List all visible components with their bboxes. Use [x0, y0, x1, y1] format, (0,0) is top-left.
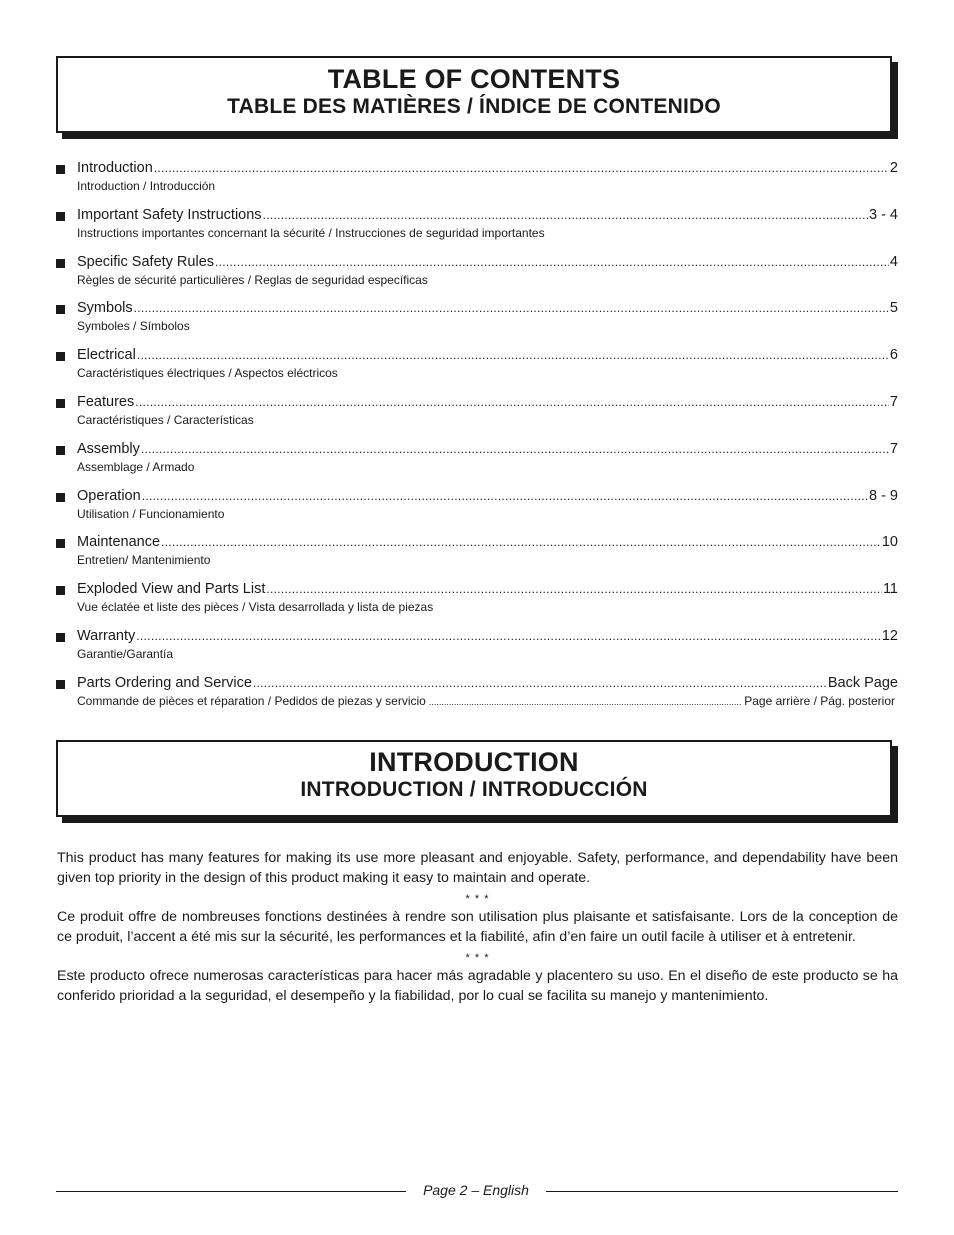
dot-leader: [215, 252, 889, 272]
toc-entry-translation: Vue éclatée et liste des pièces / Vista desarrollada y lista de piezas: [77, 600, 434, 615]
toc-entry[interactable]: [56, 298, 898, 345]
toc-entry-page: 4: [889, 253, 898, 270]
toc-entry[interactable]: [56, 486, 898, 533]
toc-entry-label: Exploded View and Parts List: [77, 581, 266, 598]
toc-entry-page: 12: [881, 627, 898, 644]
toc-entry-translation: Caractéristiques / Características: [77, 412, 254, 427]
toc-entry-page: 7: [889, 440, 898, 457]
dot-leader: [134, 298, 889, 318]
toc-entry-translation: Introduction / Introducción: [77, 179, 216, 193]
intro-header-box: [56, 740, 892, 817]
toc-entry-translation: Utilisation / Funcionamiento: [77, 506, 225, 521]
intro-paragraph-french: Ce produit offre de nombreuses fonctions destinées à rendre son utilisation plus plaisante et satisfaisante. Lors de la conception de ce produit, l’accent a été mis sur la sécurité, les performances et la fiabilité, afin d’en faire un outil facile à utiliser et à entretenir.: [57, 909, 898, 945]
separator-asterisks: * * *: [465, 952, 490, 964]
bullet-square-icon: [56, 305, 65, 314]
bullet-square-icon: [56, 259, 65, 268]
intro-body: [57, 849, 898, 1006]
toc-header-box: [56, 56, 892, 133]
toc-entry[interactable]: [56, 158, 898, 205]
toc-entry[interactable]: [56, 345, 898, 392]
toc-entry[interactable]: [56, 532, 898, 579]
toc-entry-page: 11: [882, 581, 898, 598]
dot-leader: [266, 579, 882, 599]
toc-entry-page: 8 - 9: [868, 487, 898, 504]
separator-asterisks: * * *: [465, 893, 490, 905]
toc-entry-translation: Instructions importantes concernant la sécurité / Instrucciones de seguridad importantes: [77, 225, 545, 240]
bullet-square-icon: [56, 165, 65, 174]
intro-paragraph-spanish: Este producto ofrece numerosas características para hacer más agradable y placentero su uso. En el diseño de este producto se ha conferido prioridad a la seguridad, el desempeño y la fiabilidad, por lo cual se facilita su manejo y mantenimiento.: [57, 968, 898, 1004]
toc-entry-page: 5: [889, 300, 898, 317]
bullet-square-icon: [56, 680, 65, 689]
footer-rule-left: [56, 1191, 406, 1192]
toc-entry[interactable]: [56, 252, 898, 299]
toc-entry[interactable]: [56, 205, 898, 252]
dot-leader: [253, 673, 827, 693]
toc-entry-page: 3 - 4: [868, 206, 898, 223]
toc-entry-page: 7: [889, 393, 898, 410]
dot-leader: [141, 439, 889, 459]
toc-entry-page: 6: [889, 347, 898, 364]
toc-entry[interactable]: [56, 439, 898, 486]
toc-entry-translation: Commande de pièces et réparation / Pedidos de piezas y servicio: [77, 693, 426, 708]
bullet-square-icon: [56, 212, 65, 221]
bullet-square-icon: [56, 446, 65, 455]
bullet-square-icon: [56, 633, 65, 642]
toc-entry-page: Back Page: [827, 674, 898, 691]
toc-entry-page: 10: [881, 534, 898, 551]
toc-entry-label: Operation: [77, 487, 141, 504]
footer-rule-right: [546, 1191, 898, 1192]
toc-entry-translation: Symboles / Símbolos: [77, 319, 190, 334]
bullet-square-icon: [56, 352, 65, 361]
bullet-square-icon: [56, 399, 65, 408]
dot-leader: [161, 532, 881, 552]
toc-entry-label: Electrical: [77, 347, 136, 364]
footer-page-label: Page 2 – English: [423, 1182, 529, 1198]
dot-leader: [263, 205, 868, 225]
toc-list: [56, 158, 898, 720]
toc-entry-label: Maintenance: [77, 534, 161, 551]
page-footer: [56, 1181, 898, 1201]
toc-subtitle: TABLE DES MATIÈRES / ÍNDICE DE CONTENIDO: [227, 95, 721, 118]
toc-entry-label: Parts Ordering and Service: [77, 674, 252, 691]
toc-entry-label: Assembly: [77, 440, 140, 457]
dot-leader: [135, 392, 889, 412]
intro-paragraph-english: This product has many features for making its use more pleasant and enjoyable. Safety, performance, and dependability have been given top priority in the design of this product making it easy to maintain and operate.: [57, 850, 898, 886]
toc-entry[interactable]: [56, 579, 898, 626]
toc-entry-translation-page: Page arrière / Pág. posterior: [744, 693, 895, 708]
dot-leader: [429, 693, 741, 711]
dot-leader: [154, 158, 889, 178]
toc-entry[interactable]: [56, 673, 898, 720]
bullet-square-icon: [56, 586, 65, 595]
toc-title: TABLE OF CONTENTS: [327, 64, 621, 94]
toc-entry-label: Important Safety Instructions: [77, 206, 262, 223]
intro-subtitle: INTRODUCTION / INTRODUCCIÓN: [300, 778, 648, 801]
toc-entry-page: 2: [889, 160, 898, 176]
toc-entry-label: Symbols: [77, 300, 133, 317]
toc-entry-label: Warranty: [77, 627, 136, 644]
toc-entry[interactable]: [56, 392, 898, 439]
bullet-square-icon: [56, 539, 65, 548]
toc-entry-translation: Règles de sécurité particulières / Reglas de seguridad específicas: [77, 272, 428, 287]
intro-title: INTRODUCTION: [369, 747, 579, 777]
bullet-square-icon: [56, 493, 65, 502]
toc-entry-translation: Assemblage / Armado: [77, 459, 195, 474]
toc-entry-translation: Garantie/Garantía: [77, 646, 174, 661]
dot-leader: [142, 486, 868, 506]
toc-entry-label: Specific Safety Rules: [77, 253, 215, 270]
toc-entry-translation: Entretien/ Mantenimiento: [77, 553, 211, 568]
dot-leader: [137, 345, 889, 365]
dot-leader: [136, 626, 881, 646]
toc-entry-label: Features: [77, 393, 135, 410]
toc-entry[interactable]: [56, 626, 898, 673]
toc-entry-label: Introduction: [77, 160, 153, 176]
toc-entry-translation: Caractéristiques électriques / Aspectos eléctricos: [77, 366, 338, 381]
